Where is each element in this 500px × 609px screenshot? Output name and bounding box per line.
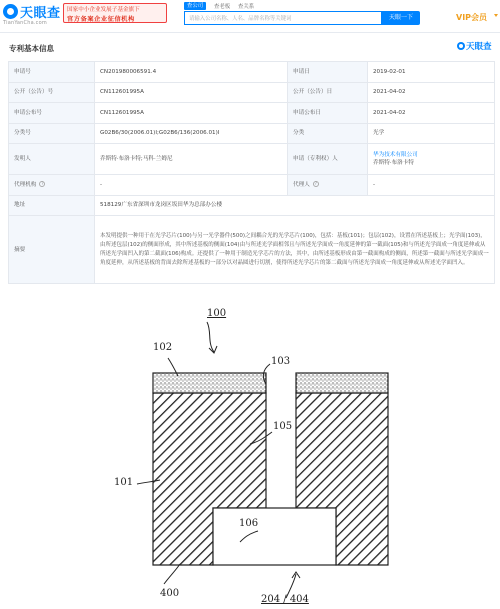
ref-label-101: 101	[114, 477, 134, 488]
applicant-person: 乔斯特·布洛卡特	[373, 160, 414, 166]
site-logo[interactable]	[3, 4, 63, 28]
top-bar	[0, 0, 500, 33]
ref-label-103: 103	[271, 356, 291, 367]
ref-label-100: 100	[207, 308, 227, 319]
value-agent: -	[368, 175, 495, 196]
value-application-number: CN201980006591.4	[95, 62, 288, 83]
value-address: 518129广东省深圳市龙岗区坂田华为总部办公楼	[95, 195, 495, 216]
table-row	[9, 175, 495, 196]
section-title: 专利基本信息	[9, 44, 54, 53]
table-row	[9, 123, 495, 144]
ref-label-400: 400	[160, 588, 180, 599]
label-classification-number: 分类号	[9, 123, 95, 144]
table-row	[9, 144, 495, 175]
value-applicant	[368, 144, 495, 175]
label-publication-number: 公开（公告）号	[9, 82, 95, 103]
label-application-number: 申请号	[9, 62, 95, 83]
cladding-right	[296, 373, 388, 393]
tab-boss[interactable]: 查老板	[214, 4, 231, 10]
brand-eye-icon	[457, 42, 465, 50]
value-classification-number: G02B6/30(2006.01)I;G02B6/136(2006.01)I	[95, 123, 288, 144]
label-agent	[288, 175, 368, 196]
patent-info-table	[8, 61, 495, 284]
label-applicant: 申请（专利权）人	[288, 144, 368, 175]
applicant-company-link[interactable]: 华为技术有限公司	[373, 152, 418, 158]
table-row	[9, 195, 495, 216]
search-box	[184, 11, 382, 25]
value-abstract: 本发明提供一种用于在光学芯片(100)与另一光学器件(500)之间耦合光的光学芯片(100)，包括：基板(101)；包层(102)，设置在所述基板上；光学面(103)，由所述包层(102)的侧面形成，其中所述基板的侧面(104)由与所述光学面相邻且与所述光学面成一角度延伸的第一截面(105)和与所述光学面成一角度延伸或从所述光学面凹入的第二截面(106)构成。还提供了一种用于制造光学芯片的方法，其中，由所述基板形成由第一截面构成的侧面，所述第一截面与所述光学面成一角度延伸，从所述基板的背面去除所述基板的一部分以对晶圆进行切割，使得所述光学芯片的第二截面与所述光学面成一角度延伸或从所述光学面凹入。	[95, 216, 495, 284]
label-announcement-number: 申请公布号	[9, 103, 95, 124]
patent-drawing-svg	[0, 318, 500, 609]
value-publication-date: 2021-04-02	[368, 82, 495, 103]
patent-drawing	[0, 308, 500, 609]
tab-company[interactable]: 查公司	[184, 2, 206, 10]
label-application-date: 申请日	[288, 62, 368, 83]
recess-106	[213, 508, 336, 565]
value-announcement-date: 2021-04-02	[368, 103, 495, 124]
label-address: 地址	[9, 195, 95, 216]
agent-label-text: 代理人	[293, 181, 310, 188]
logo-eye-icon	[3, 4, 18, 19]
cert-line-2: 官方备案企业征信机构	[67, 16, 135, 23]
chevron-down-icon[interactable]	[494, 14, 498, 17]
ref-label-204-404: 204 / 404	[261, 594, 309, 605]
label-announcement-date: 申请公布日	[288, 103, 368, 124]
table-row	[9, 103, 495, 124]
label-publication-date: 公开（公告）日	[288, 82, 368, 103]
label-inventor: 发明人	[9, 144, 95, 175]
label-agency	[9, 175, 95, 196]
agency-label-text: 代理机构	[14, 181, 37, 188]
label-category: 分类	[288, 123, 368, 144]
search-input[interactable]	[189, 14, 377, 23]
value-application-date: 2019-02-01	[368, 62, 495, 83]
brand-text: 天眼查	[466, 42, 492, 52]
help-icon[interactable]: ?	[41, 182, 44, 188]
ref-label-105: 105	[273, 421, 293, 432]
cert-line-1: 国家中小企业发展子基金旗下	[67, 7, 140, 13]
value-agency: -	[95, 175, 288, 196]
ref-label-106: 106	[239, 518, 259, 529]
table-row	[9, 62, 495, 83]
value-announcement-number: CN112601995A	[95, 103, 288, 124]
help-icon[interactable]: ?	[314, 182, 317, 188]
ref-label-102: 102	[153, 342, 173, 353]
table-row	[9, 82, 495, 103]
search-button[interactable]: 天眼一下	[382, 11, 420, 25]
cladding-left	[153, 373, 266, 393]
table-row	[9, 216, 495, 284]
label-abstract: 摘要	[9, 216, 95, 284]
value-inventor: 乔斯特·布洛卡特;马科·兰姆尼	[95, 144, 288, 175]
logo-url: TianYanCha.com	[3, 20, 47, 26]
value-category: 光学	[368, 123, 495, 144]
leader-400	[164, 564, 180, 584]
vip-link[interactable]: VIP会员	[456, 13, 488, 22]
value-publication-number: CN112601995A	[95, 82, 288, 103]
certification-badge[interactable]	[63, 3, 167, 23]
leader-100	[207, 322, 214, 352]
logo-text: 天眼查	[20, 6, 61, 21]
tab-relation[interactable]: 查关系	[238, 4, 255, 10]
